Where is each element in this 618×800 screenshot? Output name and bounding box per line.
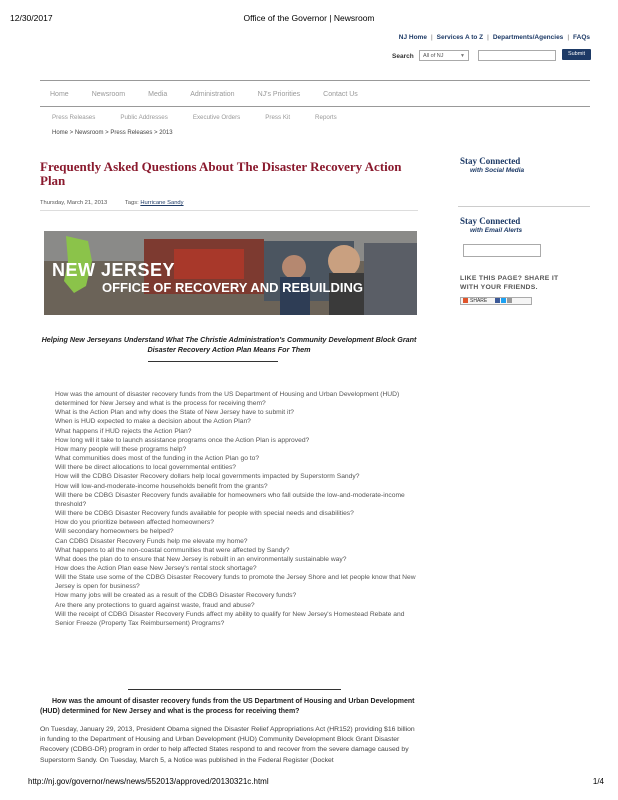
share-button[interactable] xyxy=(460,297,532,305)
faq-link[interactable]: How many jobs will be created as a result of the CDBG Disaster Recovery funds? xyxy=(55,592,297,600)
search-bar xyxy=(392,50,592,64)
share-icon xyxy=(463,298,468,303)
faq-link[interactable]: Will there be CDBG Disaster Recovery funds available for homeowners who fall outside the low-and-moderate-income threshold? xyxy=(55,491,405,508)
search-scope-value: All of NJ xyxy=(423,53,444,59)
print-url: http://nj.gov/governor/news/news/552013/approved/20130321c.html xyxy=(28,777,269,786)
search-label: Search xyxy=(392,53,414,60)
tags-label: Tags: xyxy=(124,200,139,206)
stay-connected-email-heading: Stay Connected xyxy=(460,216,521,226)
faq-link[interactable]: What is the Action Plan and why does the State of New Jersey have to submit it? xyxy=(55,409,295,417)
faq-link[interactable]: What happens to all the non-coastal communities that were affected by Sandy? xyxy=(55,546,290,554)
tag-link[interactable]: Hurricane Sandy xyxy=(140,200,184,206)
utility-links xyxy=(399,34,590,41)
hero-line-1: NEW JERSEY xyxy=(52,260,176,280)
answer-question-text: How was the amount of disaster recovery funds from the US Department of Housing and Urban Development (HUD) determined for New Jersey and what is the process for receiving them? xyxy=(40,698,415,715)
subnav-executive-orders[interactable]: Executive Orders xyxy=(192,114,241,121)
breadcrumb[interactable]: Home > Newsroom > Press Releases > 2013 xyxy=(52,130,173,136)
nav-top-divider xyxy=(40,80,590,81)
page-title: Frequently Asked Questions About The Disaster Recovery Action Plan xyxy=(40,159,402,188)
subnav-press-kit[interactable]: Press Kit xyxy=(265,114,291,121)
faq-link[interactable]: How many people will these programs help? xyxy=(55,445,187,453)
faq-link[interactable]: How does the Action Plan ease New Jersey's rental stock shortage? xyxy=(55,564,257,572)
faq-link[interactable]: Will the receipt of CDBG Disaster Recovery Funds affect my ability to qualify for New Jersey's Homestead Rebate and Senior Freeze (Property Tax Reimbursement) Programs? xyxy=(55,610,405,627)
separator: | xyxy=(487,34,489,41)
faq-link[interactable]: What happens if HUD rejects the Action Plan? xyxy=(55,427,192,435)
faq-link[interactable]: How was the amount of disaster recovery funds from the US Department of Housing and Urban Development (HUD) determined for New Jersey and what is the process for receiving them? xyxy=(55,391,400,408)
sub-nav xyxy=(52,114,362,121)
nav-priorities[interactable]: NJ's Priorities xyxy=(257,91,301,98)
faq-link[interactable]: Will there be CDBG Disaster Recovery funds available for people with special needs and disabilities? xyxy=(55,510,354,518)
nav-contact[interactable]: Contact Us xyxy=(323,91,358,98)
subnav-public-addresses[interactable]: Public Addresses xyxy=(120,114,168,121)
search-input[interactable] xyxy=(478,50,556,61)
util-link-services[interactable]: Services A to Z xyxy=(436,34,484,41)
print-header xyxy=(0,13,618,25)
faq-link[interactable]: Can CDBG Disaster Recovery Funds help me elevate my home? xyxy=(55,537,248,545)
social-media-link[interactable]: with Social Media xyxy=(470,167,525,174)
faq-link[interactable]: How do you prioritize between affected homeowners? xyxy=(55,519,214,527)
chevron-down-icon: ▼ xyxy=(460,53,465,59)
separator: | xyxy=(430,34,433,41)
faq-link[interactable]: When is HUD expected to make a decision about the Action Plan? xyxy=(55,418,251,426)
nav-administration[interactable]: Administration xyxy=(190,91,235,98)
faq-link[interactable]: Will the State use some of the CDBG Disaster Recovery funds to promote the Jersey Shore and let people know that New Jersey is open for business? xyxy=(55,574,416,591)
share-prompt-line-1: LIKE THIS PAGE? SHARE IT xyxy=(460,275,559,282)
twitter-icon xyxy=(501,298,506,303)
share-prompt-line-2: WITH YOUR FRIENDS. xyxy=(460,283,538,291)
faq-link[interactable]: Will secondary homeowners be helped? xyxy=(55,528,174,536)
answer-body: On Tuesday, January 29, 2013, President Obama signed the Disaster Relief Appropriations Act (HR152) providing $16 billion in funding to the Department of Housing and Urban Development (HUD) Community Development Block Grant Disaster Recovery (CDBG-DR) program in order to help affected States respond to and recover from the severe damage caused by Superstorm Sandy. On Tuesday, March 5, a Notice was published in the Federal Register (Docket xyxy=(40,726,415,764)
article-meta xyxy=(40,200,184,206)
faq-link[interactable]: How will low-and-moderate-income households benefit from the grants? xyxy=(55,482,268,490)
util-link-departments[interactable]: Departments/Agencies xyxy=(492,34,564,41)
nav-home[interactable]: Home xyxy=(50,91,69,98)
meta-divider xyxy=(40,210,418,211)
hero-line-2: OFFICE OF RECOVERY AND REBUILDING xyxy=(102,280,363,295)
sidebar-divider xyxy=(458,206,590,207)
print-title: Office of the Governor | Newsroom xyxy=(243,13,375,23)
faq-list xyxy=(55,390,425,628)
print-date: 12/30/2017 xyxy=(10,13,53,23)
subheading-rule xyxy=(148,361,278,362)
email-icon xyxy=(507,298,512,303)
email-alerts-link[interactable]: with Email Alerts xyxy=(470,227,523,234)
answer-rule xyxy=(128,689,341,690)
separator: | xyxy=(567,34,570,41)
util-link-nj-home[interactable]: NJ Home xyxy=(398,34,427,41)
nav-bottom-divider xyxy=(40,106,590,107)
faq-link[interactable]: How long will it take to launch assistance programs once the Action Plan is approved? xyxy=(55,436,310,444)
hero-banner xyxy=(44,231,417,315)
main-nav xyxy=(50,91,381,98)
hero-text xyxy=(52,261,363,294)
email-input[interactable] xyxy=(463,244,541,257)
faq-link[interactable]: Are there any protections to guard against waste, fraud and abuse? xyxy=(55,601,255,609)
share-prompt xyxy=(460,275,558,292)
subnav-reports[interactable]: Reports xyxy=(315,114,337,121)
util-link-faqs[interactable]: FAQs xyxy=(573,34,590,41)
facebook-icon xyxy=(495,298,500,303)
search-scope-select[interactable] xyxy=(419,50,469,61)
subnav-press-releases[interactable]: Press Releases xyxy=(52,114,96,121)
article-date: Thursday, March 21, 2013 xyxy=(40,200,108,206)
share-label: SHARE xyxy=(470,298,488,304)
faq-link[interactable]: Will there be direct allocations to local governmental entities? xyxy=(55,464,237,472)
print-page-number: 1/4 xyxy=(592,777,604,786)
article-subheading: Helping New Jerseyans Understand What The Christie Administration's Community Development Block Grant Disaster Recovery Action Plan Means For Them xyxy=(41,335,417,354)
stay-connected-social-heading: Stay Connected xyxy=(460,156,521,166)
faq-link[interactable]: What does the plan do to ensure that New Jersey is rebuilt in an environmentally sustainable way? xyxy=(55,555,347,563)
search-submit-button[interactable]: Submit xyxy=(562,49,591,60)
faq-link[interactable]: How will the CDBG Disaster Recovery dollars help local governments impacted by Superstorm Sandy? xyxy=(55,473,360,481)
answer-question xyxy=(40,697,420,717)
nav-newsroom[interactable]: Newsroom xyxy=(91,91,126,98)
nav-media[interactable]: Media xyxy=(148,91,168,98)
faq-link[interactable]: What communities does most of the funding in the Action Plan go to? xyxy=(55,455,260,463)
